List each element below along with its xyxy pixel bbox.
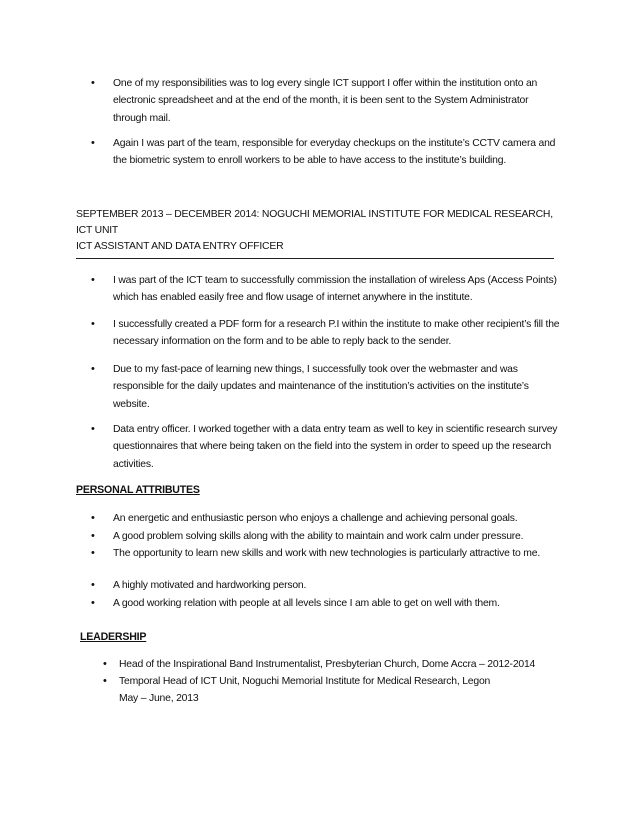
section-heading-leadership: LEADERSHIP	[80, 631, 147, 643]
bullet-glyph: •	[91, 363, 95, 375]
list-item: A highly motivated and hardworking person.	[113, 580, 307, 591]
list-item: A good working relation with people at all levels since I am able to get on well with them.	[113, 598, 500, 609]
bullet-glyph: •	[91, 597, 95, 609]
list-item: The opportunity to learn new skills and work with new technologies is particularly attractive to me.	[113, 548, 541, 559]
list-item: I successfully created a PDF form for a research P.I within the institute to make other recipient’s fill the necessary information on the form and to be able to reply back to the sender.	[113, 319, 560, 348]
section-heading-personal-attributes: PERSONAL ATTRIBUTES	[76, 484, 200, 496]
list-item: A good problem solving skills along with the ability to maintain and work calm under pressure.	[113, 531, 524, 542]
job-title: ICT ASSISTANT AND DATA ENTRY OFFICER	[76, 241, 284, 252]
list-item: Head of the Inspirational Band Instrumentalist, Presbyterian Church, Dome Accra – 2012-2014	[119, 659, 536, 670]
bullet-glyph: •	[91, 547, 95, 559]
section-divider	[76, 258, 554, 259]
list-item: An energetic and enthusiastic person who enjoys a challenge and achieving personal goals.	[113, 513, 518, 524]
bullet-glyph: •	[103, 658, 107, 670]
list-item: Again I was part of the team, responsible for everyday checkups on the institute’s CCTV camera and the biometric system to enroll workers to be able to have access to the institute’s building.	[113, 138, 556, 167]
bullet-glyph: •	[91, 137, 95, 149]
list-item: Temporal Head of ICT Unit, Noguchi Memorial Institute for Medical Research, Legon May – June, 2013	[119, 676, 491, 705]
bullet-glyph: •	[91, 274, 95, 286]
list-item: I was part of the ICT team to successfully commission the installation of wireless Aps (Access Points) which has enabled easily free and flow usage of internet anywhere in the institute.	[113, 275, 557, 304]
bullet-glyph: •	[91, 579, 95, 591]
list-item: One of my responsibilities was to log every single ICT support I offer within the institution onto an electronic spreadsheet and at the end of the month, it is been sent to the System Administrator through mail.	[113, 78, 538, 124]
bullet-glyph: •	[103, 675, 107, 687]
job-period-organization: SEPTEMBER 2013 – DECEMBER 2014: NOGUCHI MEMORIAL INSTITUTE FOR MEDICAL RESEARCH, ICT UNIT	[76, 209, 553, 236]
bullet-glyph: •	[91, 318, 95, 330]
bullet-glyph: •	[91, 77, 95, 89]
bullet-glyph: •	[91, 423, 95, 435]
bullet-glyph: •	[91, 530, 95, 542]
bullet-glyph: •	[91, 512, 95, 524]
list-item: Data entry officer. I worked together with a data entry team as well to key in scientific research survey questionnaires that where being taken on the field into the system in order to speed up the research activities.	[113, 424, 558, 470]
list-item: Due to my fast-pace of learning new things, I successfully took over the webmaster and was responsible for the daily updates and maintenance of the institution’s activities on the institute’s website.	[113, 364, 529, 410]
